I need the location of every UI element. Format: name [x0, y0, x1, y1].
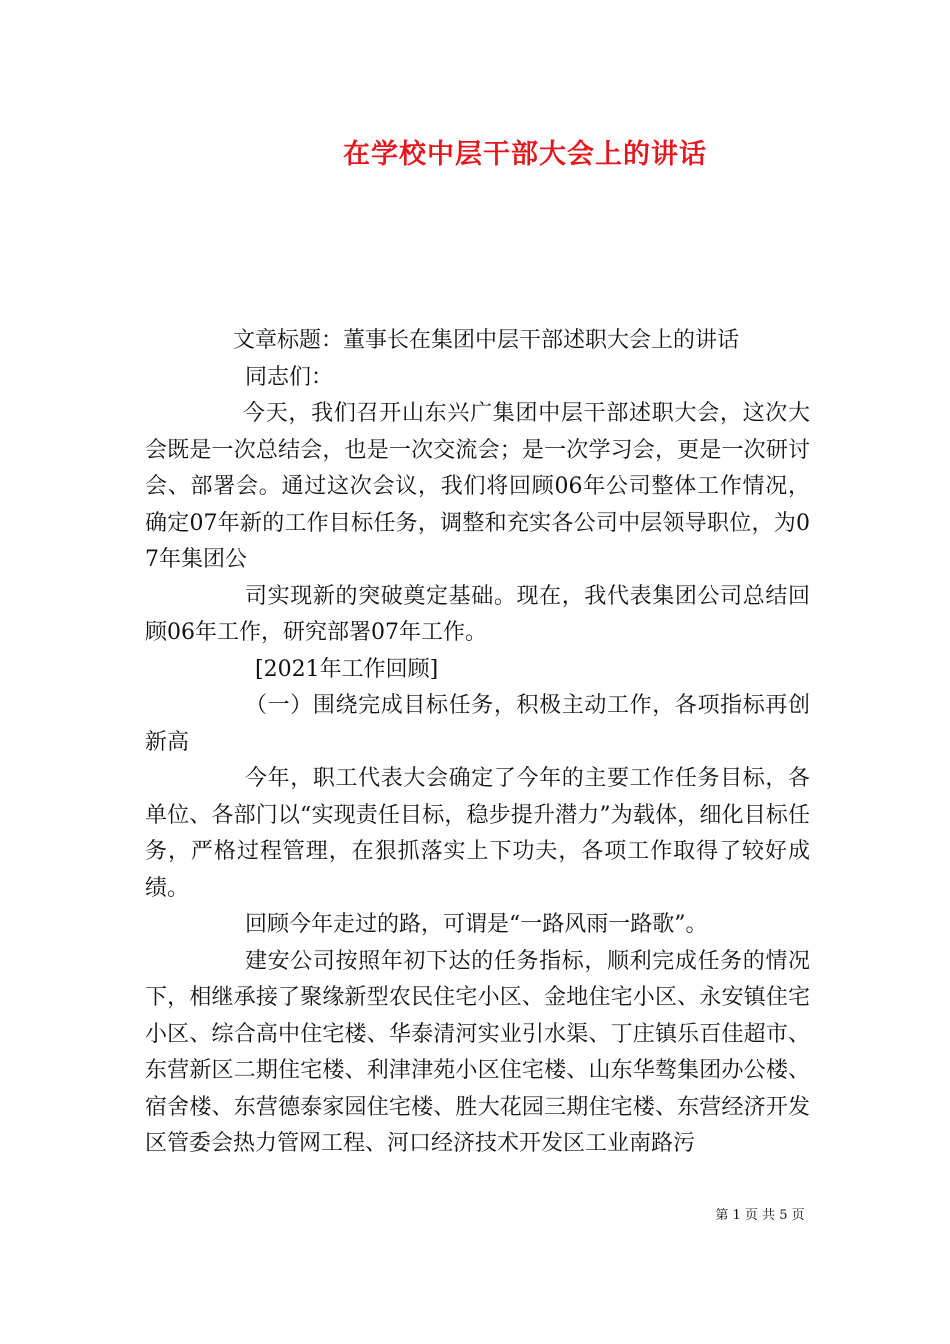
paragraph: 今天，我们召开山东兴广集团中层干部述职大会，这次大会既是一次总结会，也是一次交流会；是一次学习会，更是一次研讨会、部署会。通过这次会议，我们将回顾06年公司整体工作情况，确定07年新的工作目标任务，调整和充实各公司中层领导职位，为07年集团公 — [145, 401, 810, 572]
document-title: 在学校中层干部大会上的讲话 — [343, 139, 707, 170]
subsection-heading: （一）围绕完成目标任务，积极主动工作，各项指标再创新高 — [145, 693, 810, 755]
document-body — [145, 323, 810, 1163]
paragraph: 回顾今年走过的路，可谓是“一路风雨一路歌”。 — [245, 912, 708, 937]
section-heading: [2021年工作回顾] — [255, 656, 439, 682]
page-number-footer: 第 1 页 共 5 页 — [715, 1208, 805, 1223]
salutation: 同志们： — [245, 364, 334, 390]
paragraph: 司实现新的突破奠定基础。现在，我代表集团公司总结回顾06年工作，研究部署07年工作。 — [145, 583, 810, 645]
paragraph: 建安公司按照年初下达的任务指标，顺利完成任务的情况下，相继承接了聚缘新型农民住宅小区、金地住宅小区、永安镇住宅小区、综合高中住宅楼、华泰清河实业引水渠、丁庄镇乐百佳超市、东营新区二期住宅楼、利津津苑小区住宅楼、山东华骜集团办公楼、宿舍楼、东营德泰家园住宅楼、胜大花园三期住宅楼、东营经济开发区管委会热力管网工程、河口经济技术开发区工业南路污 — [145, 948, 810, 1156]
article-title-line: 文章标题：董事长在集团中层干部述职大会上的讲话 — [233, 328, 740, 353]
paragraph: 今年，职工代表大会确定了今年的主要工作任务目标，各单位、各部门以“实现责任目标，稳步提升潜力”为载体，细化目标任务，严格过程管理，在狠抓落实上下功夫，各项工作取得了较好成绩。 — [145, 766, 810, 901]
